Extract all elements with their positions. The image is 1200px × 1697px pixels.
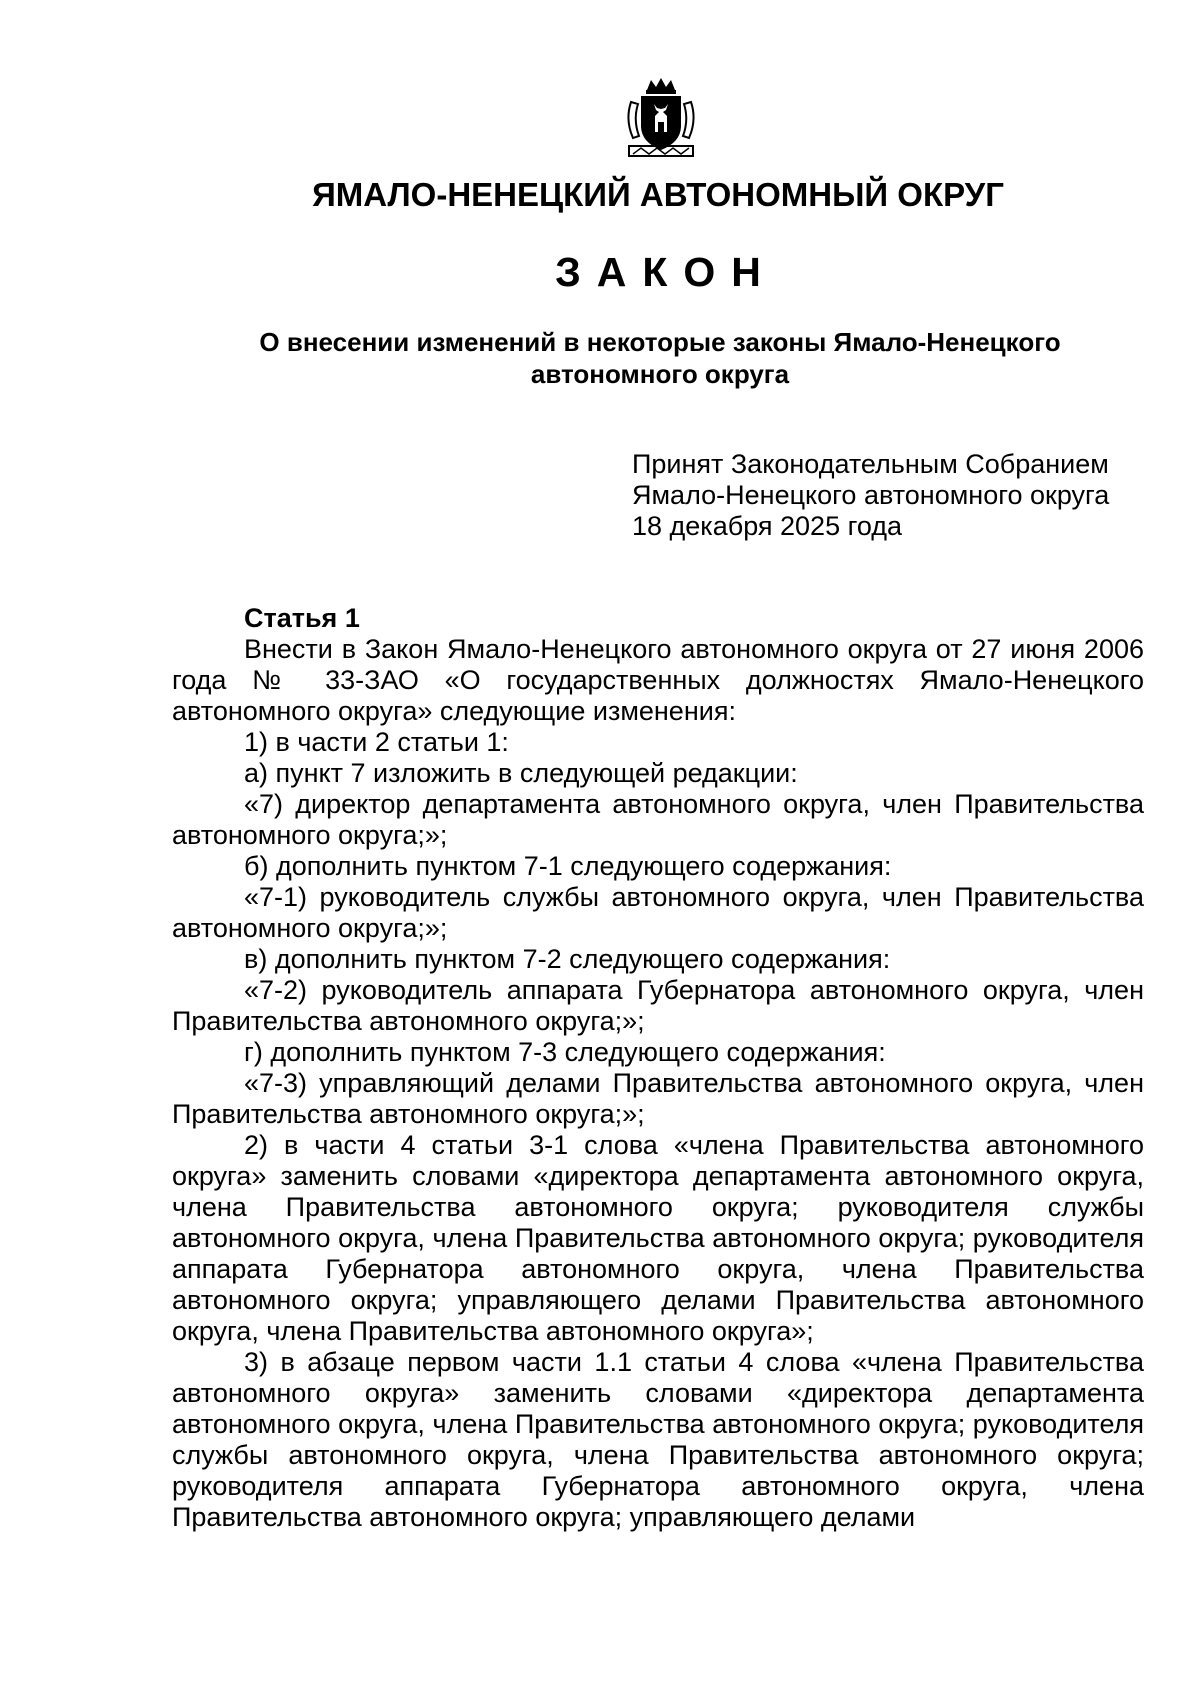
law-subject: О внесении изменений в некоторые законы Ямало-Ненецкого автономного округа	[259, 327, 1061, 389]
paragraph: Внести в Закон Ямало-Ненецкого автономного округа от 27 июня 2006 года № 33-ЗАО «О государственных должностях Ямало-Ненецкого автономного округа» следующие изменения:	[172, 634, 1144, 726]
paragraph: 1) в части 2 статьи 1:	[244, 727, 509, 757]
adoption-date: 18 декабря 2025 года	[632, 511, 903, 541]
paragraph: 2) в части 4 статьи 3-1 слова «члена Правительства автономного округа» заменить словами «директора департамента автономного округа, члена Правительства автономного округа; руководителя службы автономного округа, члена Правительства автономного округа; руководителя аппарата Губернатора автономного округа, члена Правительства автономного округа; управляющего делами Правительства автономного округа, члена Правительства автономного округа»;	[172, 1130, 1144, 1346]
paragraph: г) дополнить пунктом 7-3 следующего содержания:	[244, 1037, 886, 1067]
document-type: ЗАКОН	[555, 249, 777, 295]
paragraph: «7-1) руководитель службы автономного округа, член Правительства автономного округа;»;	[172, 882, 1144, 943]
adoption-line: Ямало-Ненецкого автономного округа	[632, 480, 1110, 510]
paragraph: «7-2) руководитель аппарата Губернатора автономного округа, член Правительства автономного округа;»;	[172, 975, 1144, 1036]
paragraph: «7) директор департамента автономного округа, член Правительства автономного округа;»;	[172, 789, 1144, 850]
paragraph: 3) в абзаце первом части 1.1 статьи 4 слова «члена Правительства автономного округа» заменить словами «директора департамента автономного округа, члена Правительства автономного округа; руководителя службы автономного округа, члена Правительства автономного округа; руководителя аппарата Губернатора автономного округа, члена Правительства автономного округа; управляющего делами	[172, 1347, 1144, 1532]
paragraph: в) дополнить пунктом 7-2 следующего содержания:	[244, 944, 891, 974]
adoption-block	[632, 449, 1152, 542]
paragraph: б) дополнить пунктом 7-1 следующего содержания:	[244, 851, 892, 881]
article-body	[172, 603, 1144, 1533]
adoption-line: Принят Законодательным Собранием	[632, 449, 1109, 479]
paragraph: а) пункт 7 изложить в следующей редакции:	[244, 758, 798, 788]
paragraph: «7-3) управляющий делами Правительства автономного округа, член Правительства автономного округа;»;	[172, 1068, 1144, 1129]
region-title: ЯМАЛО-НЕНЕЦКИЙ АВТОНОМНЫЙ ОКРУГ	[312, 176, 1004, 213]
coat-of-arms-icon	[621, 76, 701, 162]
article-heading: Статья 1	[244, 603, 360, 633]
